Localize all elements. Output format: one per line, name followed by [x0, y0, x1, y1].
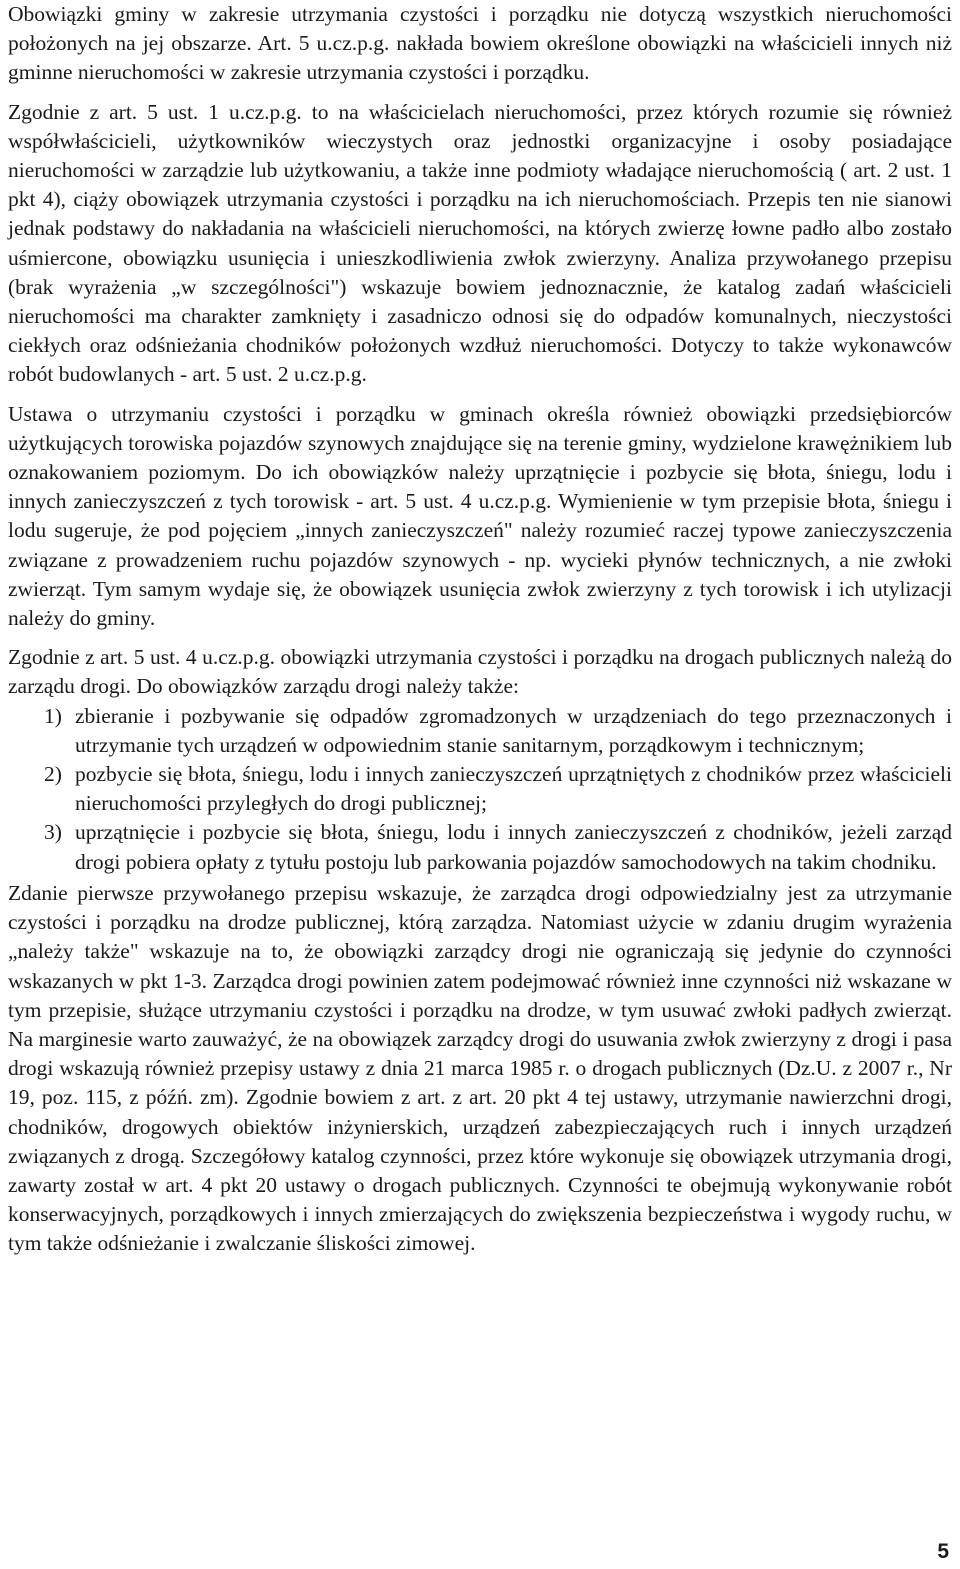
paragraph-road-authority-intro: Zgodnie z art. 5 ust. 4 u.cz.p.g. obowiązki utrzymania czystości i porządku na drogach publicznych należą do zarządu drogi. Do obowiązków zarządu drogi należy także:: [8, 645, 952, 699]
list-item-text: zbieranie i pozbywanie się odpadów zgromadzonych w urządzeniach do tego przeznaczonych i utrzymanie tych urządzeń w odpowiednim stanie sanitarnym, porządkowym i technicznym;: [75, 703, 952, 757]
list-item-text: uprzątnięcie i pozbycie się błota, śniegu, lodu i innych zanieczyszczeń z chodników, jeżeli zarząd drogi pobiera opłaty z tytułu postoju lub parkowania pojazdów samochodowych na takim chodniku.: [75, 820, 952, 874]
list-item-text: pozbycie się błota, śniegu, lodu i innych zanieczyszczeń uprzątniętych z chodników przez właścicieli nieruchomości przyległych do drogi publicznej;: [75, 762, 952, 816]
document-page: [8, 0, 952, 1259]
list-item-number: 3): [44, 820, 62, 845]
paragraph-road-authority-commentary: Zdanie pierwsze przywołanego przepisu wskazuje, że zarządca drogi odpowiedzialny jest za utrzymanie czystości i porządku na drodze publicznej, którą zarządza. Natomiast użycie w zdaniu drugim wyrażenia „należy także" wskazuje na to, że obowiązki zarządcy drogi nie ograniczają się jedynie do czynności wskazanych w pkt 1-3. Zarządca drogi powinien zatem podejmować również inne czynności niż wskazane w tym przepisie, służące utrzymaniu czystości i porządku na drodze, w tym usuwać zwłoki padłych zwierząt. Na marginesie warto zauważyć, że na obowiązek zarządcy drogi do usuwania zwłok zwierzyny z drogi i pasa drogi wskazują również przepisy ustawy z dnia 21 marca 1985 r. o drogach publicznych (Dz.U. z 2007 r., Nr 19, poz. 115, z późń. zm). Zgodnie bowiem z art. z art. 20 pkt 4 tej ustawy, utrzymanie nawierzchni drogi, chodników, drogowych obiektów inżynierskich, urządzeń zabezpieczających ruch i innych urządzeń związanych z drogą. Szczegółowy katalog czynności, przez które wykonuje się obowiązek utrzymania drogi, zawarty został w art. 4 pkt 20 ustawy o drogach publicznych. Czynności te obejmują wykonywanie robót konserwacyjnych, porządkowych i innych zmierzających do zwiększenia bezpieczeństwa i wygody ruchu, w tym także odśnieżanie i zwalczanie śliskości zimowej.: [8, 880, 952, 1256]
list-item: [8, 702, 952, 760]
list-item-number: 2): [44, 762, 62, 787]
page-number: 5: [937, 1540, 949, 1563]
paragraph-gmina-obligations: Obowiązki gminy w zakresie utrzymania czystości i porządku nie dotyczą wszystkich nieruchomości położonych na jej obszarze. Art. 5 u.cz.p.g. nakłada bowiem określone obowiązki na właścicieli innych niż gminne nieruchomości w zakresie utrzymania czystości i porządku.: [8, 2, 952, 85]
list-item-number: 1): [44, 703, 62, 728]
road-authority-duties-list: [8, 702, 952, 877]
paragraph-owners-obligations: Zgodnie z art. 5 ust. 1 u.cz.p.g. to na właścicielach nieruchomości, przez których rozumie się również współwłaścicieli, użytkowników wieczystych oraz jednostki organizacyjne i osoby posiadające nieruchomości w zarządzie lub użytkowaniu, a także inne podmioty władające nieruchomością ( art. 2 ust. 1 pkt 4), ciąży obowiązek utrzymania czystości i porządku na ich nieruchomościach. Przepis ten nie sianowi jednak podstawy do nakładania na właścicieli nieruchomości, na których zwierzę łowne padło albo zostało uśmiercone, obowiązku usunięcia i unieszkodliwienia zwłok zwierzyny. Analiza przywołanego przepisu (brak wyrażenia „w szczególności") wskazuje bowiem jednoznacznie, że katalog zadań właścicieli nieruchomości ma charakter zamknięty i zasadniczo odnosi się do odpadów komunalnych, nieczystości ciekłych oraz odśnieżania chodników położonych wzdłuż nieruchomości. Dotyczy to także wykonawców robót budowlanych - art. 5 ust. 2 u.cz.p.g.: [8, 99, 952, 387]
list-item: [8, 818, 952, 876]
list-item: [8, 760, 952, 818]
paragraph-tram-track-obligations: Ustawa o utrzymaniu czystości i porządku w gminach określa również obowiązki przedsiębiorców użytkujących torowiska pojazdów szynowych znajdujące się na terenie gminy, wydzielone krawężnikiem lub oznakowaniem poziomym. Do ich obowiązków należy uprzątnięcie i pozbycie się błota, śniegu, lodu i innych zanieczyszczeń z tych torowisk - art. 5 ust. 4 u.cz.p.g. Wymienienie w tym przepisie błota, śniegu i lodu sugeruje, że pod pojęciem „innych zanieczyszczeń" należy rozumieć raczej typowe zanieczyszczenia związane z prowadzeniem ruchu pojazdów szynowych - np. wycieki płynów technicznych, a nie zwłoki zwierząt. Tym samym wydaje się, że obowiązek usunięcia zwłok zwierzyny z tych torowisk i ich utylizacji należy do gminy.: [8, 401, 952, 631]
